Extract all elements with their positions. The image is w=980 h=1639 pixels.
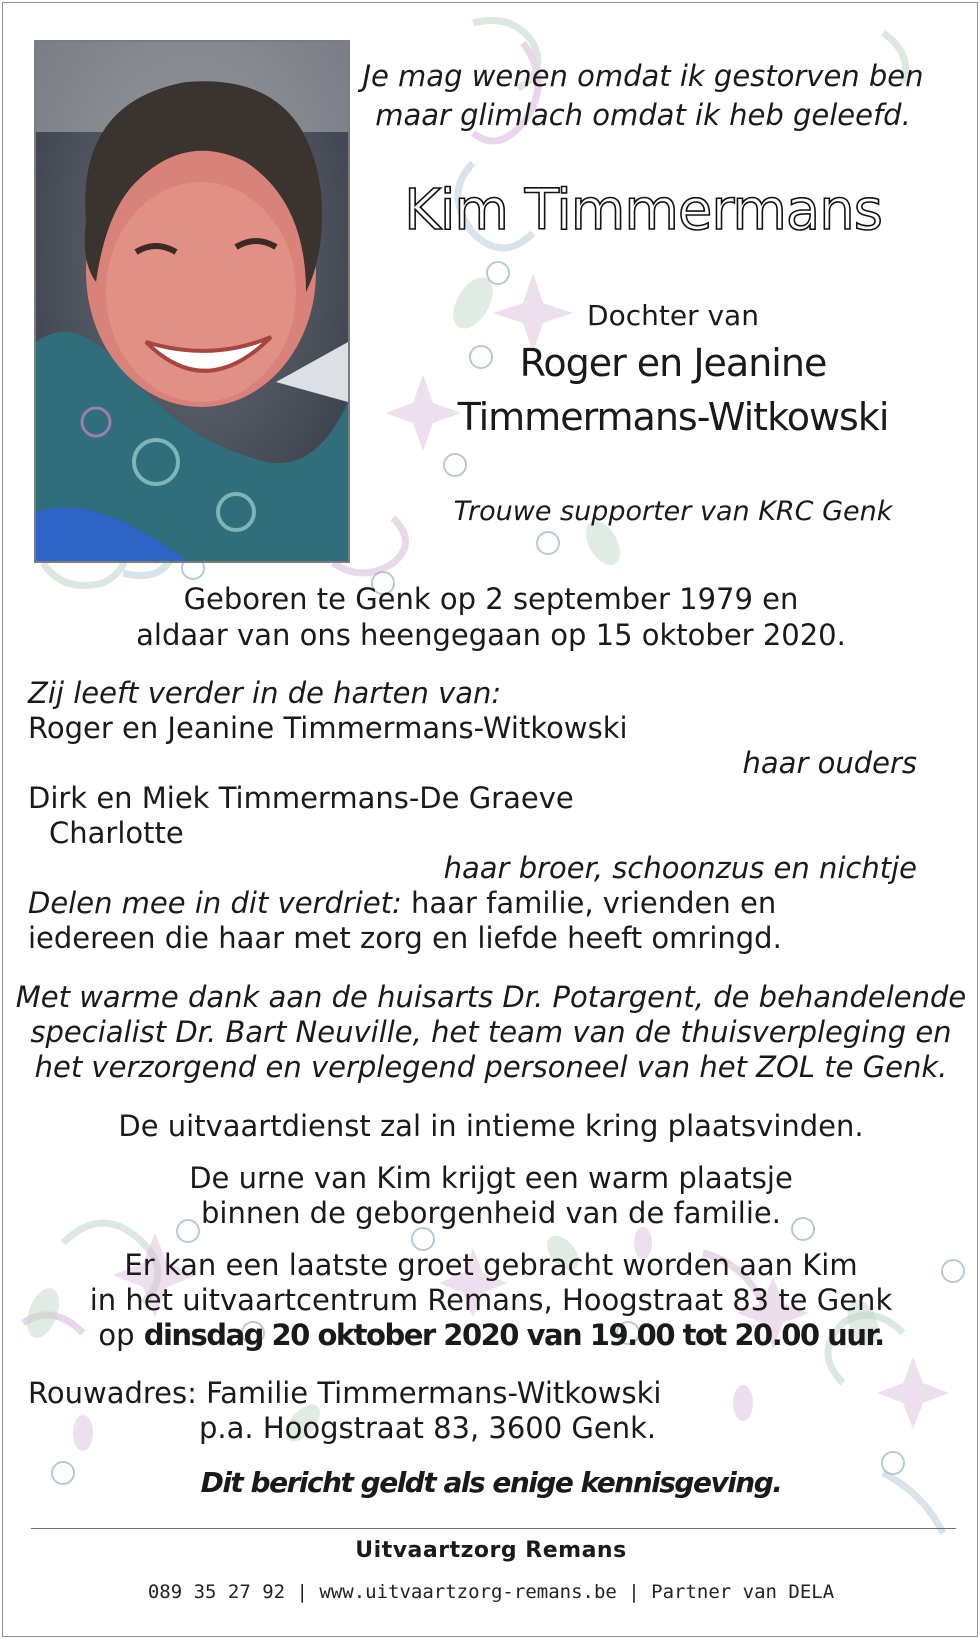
supporter-note: Trouwe supporter van KRC Genk (453, 496, 893, 527)
dates-line-2: aldaar van ons heengegaan op 15 oktober 2020. (136, 618, 846, 652)
survivor-parents-role: haar ouders (742, 746, 917, 780)
portrait-illustration (36, 42, 348, 561)
survivor-niece: Charlotte (49, 816, 184, 850)
survivor-brother-role: haar broer, schoonzus en nichtje (443, 851, 917, 885)
farewell-line-2: in het uitvaartcentrum Remans, Hoogstraat 83 te Genk (89, 1283, 893, 1317)
share-text-1: haar familie, vrienden en (411, 886, 777, 920)
address-line-1 (28, 1375, 661, 1411)
footer-contact-info: 089 35 27 92 | www.uitvaartzorg-remans.be | Partner van DELA (147, 1581, 835, 1603)
share-sentence (28, 885, 776, 921)
farewell-prefix: op (98, 1318, 144, 1352)
quote-line-1: Je mag wenen omdat ik gestorven ben (362, 59, 924, 93)
survivor-parents: Roger en Jeanine Timmermans-Witkowski (28, 711, 628, 745)
survivor-brother: Dirk en Miek Timmermans-De Graeve (28, 781, 574, 815)
death-notice-card (2, 2, 978, 1637)
service-text: De uitvaartdienst zal in intieme kring plaatsvinden. (118, 1109, 864, 1143)
thanks-line-1: Met warme dank aan de huisarts Dr. Potargent, de behandelende (15, 980, 967, 1014)
quote-line-2: maar glimlach omdat ik heb geleefd. (375, 98, 911, 132)
deceased-name: Kim Timmermans (404, 178, 882, 243)
thanks-line-2: specialist Dr. Bart Neuville, het team van de thuisverpleging en (30, 1015, 952, 1049)
share-text-2: iedereen die haar met zorg en liefde heeft omringd. (28, 921, 782, 955)
farewell-datetime: dinsdag 20 oktober 2020 van 19.00 tot 20.00 uur. (143, 1318, 884, 1352)
survivors-intro: Zij leeft verder in de harten van: (28, 676, 502, 710)
urn-line-2: binnen de geborgenheid van de familie. (201, 1196, 781, 1230)
farewell-line-3 (3, 1317, 978, 1353)
portrait-photo (34, 40, 350, 563)
address-family: Familie Timmermans-Witkowski (206, 1376, 662, 1410)
footer-divider (31, 1528, 956, 1529)
share-label: Delen mee in dit verdriet: (28, 886, 402, 920)
urn-line-1: De urne van Kim krijgt een warm plaatsje (189, 1161, 793, 1195)
address-line-2: p.a. Hoogstraat 83, 3600 Genk. (199, 1411, 657, 1445)
thanks-line-3: het verzorgend en verplegend personeel van het ZOL te Genk. (34, 1050, 948, 1084)
address-label: Rouwadres: (28, 1376, 197, 1410)
relation-label: Dochter van (587, 299, 759, 332)
farewell-line-1: Er kan een laatste groet gebracht worden aan Kim (124, 1248, 858, 1282)
notice-text: Dit bericht geldt als enige kennisgeving. (200, 1466, 782, 1499)
parents-line-2: Timmermans-Witkowski (457, 395, 889, 439)
parents-line-1: Roger en Jeanine (519, 341, 827, 385)
dates-line-1: Geboren te Genk op 2 september 1979 en (183, 582, 799, 616)
footer-company: Uitvaartzorg Remans (355, 1538, 627, 1563)
